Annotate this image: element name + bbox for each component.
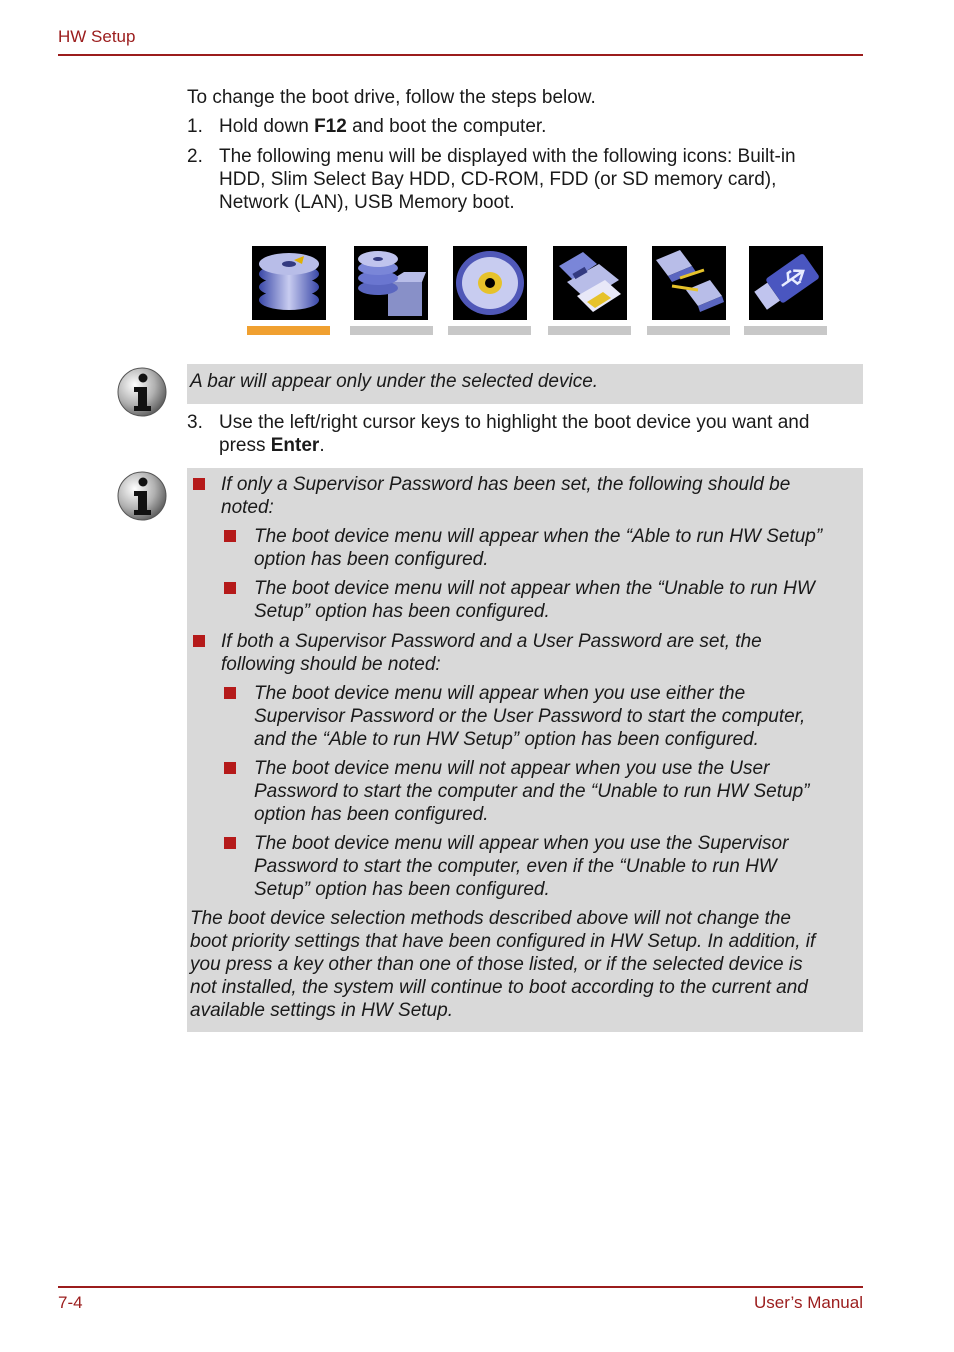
running-header: HW Setup [58, 27, 136, 46]
note-subitem: The boot device menu will appear when you use either the Supervisor Password or the User Password to start the computer, and the “Able to run HW Setup” option has been configured. [254, 683, 806, 750]
intro-text: To change the boot drive, follow the steps below. [187, 87, 596, 108]
info-icon [116, 470, 168, 522]
step-number: 2. [187, 146, 203, 167]
usb-memory-icon [749, 246, 823, 320]
note-box-password [187, 468, 863, 1032]
cd-rom-icon [453, 246, 527, 320]
bullet-square [224, 530, 236, 542]
note-subitem: The boot device menu will not appear when you use the User Password to start the computer and the “Unable to run HW Setup” option has been configured. [254, 758, 810, 825]
step-2: 2. The following menu will be displayed with the following icons: Built-in HDD, Slim Select Bay HDD, CD-ROM, FDD (or SD memory card), Network (LAN), USB Memory boot. [187, 146, 796, 213]
bullet-square [224, 687, 236, 699]
selection-bar [247, 326, 330, 335]
network-lan-icon [652, 246, 726, 320]
step-number: 1. [187, 116, 203, 137]
note-subitem: The boot device menu will not appear when the “Unable to run HW Setup” option has been configured. [254, 578, 815, 622]
step-number: 3. [187, 412, 203, 433]
step-3: 3. Use the left/right cursor keys to highlight the boot device you want and press Enter. [187, 412, 810, 456]
fdd-icon [553, 246, 627, 320]
note-subitem: The boot device menu will appear when the “Able to run HW Setup” option has been configured. [254, 526, 823, 570]
key-enter: Enter [270, 435, 320, 456]
footer-rule [58, 1286, 863, 1288]
bullet-square [193, 635, 205, 647]
note-item: If only a Supervisor Password has been set, the following should be noted: [221, 474, 791, 518]
selection-bar-inactive [744, 326, 827, 335]
bullet-square [193, 478, 205, 490]
builtin-hdd-icon [252, 246, 326, 320]
bullet-square [224, 762, 236, 774]
selection-bar-inactive [647, 326, 730, 335]
bullet-square [224, 837, 236, 849]
bullet-square [224, 582, 236, 594]
selection-bar-inactive [548, 326, 631, 335]
page-number: 7-4 [58, 1293, 83, 1312]
header-rule [58, 54, 863, 56]
slim-select-bay-hdd-icon [354, 246, 428, 320]
step-1: 1. Hold down F12 and boot the computer. [187, 116, 547, 137]
note-box-selected-bar: A bar will appear only under the selected device. [187, 364, 863, 404]
key-f12: F12 [314, 116, 347, 137]
note-item: If both a Supervisor Password and a User Password are set, the following should be noted: [221, 631, 762, 675]
manual-title: User’s Manual [754, 1293, 863, 1312]
info-icon [116, 366, 168, 418]
note-closing-paragraph: The boot device selection methods described above will not change the boot priority settings that have been configured in HW Setup. In addition, if you press a key other than one of those listed, or if the selected device is not installed, the system will continue to boot according to the current and available settings in HW Setup. [190, 908, 816, 1021]
selection-bar-inactive [350, 326, 433, 335]
note-subitem: The boot device menu will appear when you use the Supervisor Password to start the computer, even if the “Unable to run HW Setup” option has been configured. [254, 833, 789, 900]
selection-bar-inactive [448, 326, 531, 335]
